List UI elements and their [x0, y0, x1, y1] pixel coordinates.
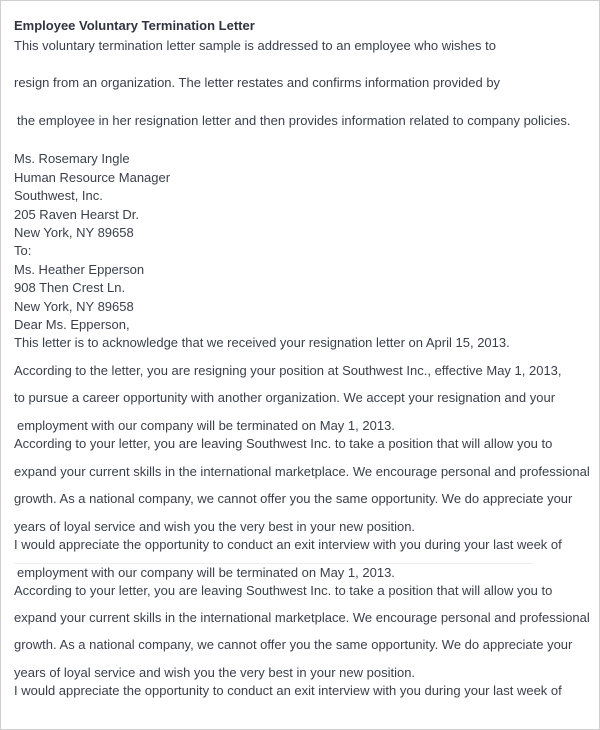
sender-company: Southwest, Inc. [14, 188, 103, 203]
to-label: To: [14, 243, 32, 258]
sender-street: 205 Raven Hearst Dr. [14, 207, 140, 222]
sender-position: Human Resource Manager [14, 170, 171, 185]
intro-line-1: This voluntary termination letter sample is addressed to an employee who wishes to [14, 38, 496, 53]
body-line-2: According to the letter, you are resigning your position at Southwest Inc., effective May 1, 2013, [14, 363, 562, 378]
body-line-6: expand your current skills in the international marketplace. We encourage personal and professional [14, 464, 590, 479]
recipient-name: Ms. Heather Epperson [14, 262, 145, 277]
section-divider [14, 563, 534, 564]
body-line-8: years of loyal service and wish you the very best in your new position. [14, 519, 416, 534]
body-line-7: growth. As a national company, we cannot offer you the same opportunity. We do appreciate your [14, 491, 573, 506]
body-line-9: I would appreciate the opportunity to conduct an exit interview with you during your last week of [14, 537, 562, 552]
repeat-line-6: I would appreciate the opportunity to conduct an exit interview with you during your last week of [14, 683, 562, 698]
body-line-5: According to your letter, you are leaving Southwest Inc. to take a position that will allow you to [14, 436, 553, 451]
sender-name: Ms. Rosemary Ingle [14, 151, 130, 166]
repeat-line-3: expand your current skills in the international marketplace. We encourage personal and professional [14, 610, 590, 625]
body-line-4: employment with our company will be terminated on May 1, 2013. [17, 418, 395, 433]
salutation: Dear Ms. Epperson, [14, 317, 130, 332]
repeat-line-1: employment with our company will be terminated on May 1, 2013. [17, 565, 395, 580]
body-line-1: This letter is to acknowledge that we received your resignation letter on April 15, 2013. [14, 335, 510, 350]
repeat-line-4: growth. As a national company, we cannot offer you the same opportunity. We do appreciate your [14, 637, 573, 652]
document-title: Employee Voluntary Termination Letter [14, 18, 255, 33]
repeat-line-2: According to your letter, you are leaving Southwest Inc. to take a position that will allow you to [14, 583, 553, 598]
sender-city: New York, NY 89658 [14, 225, 134, 240]
recipient-street: 908 Then Crest Ln. [14, 280, 126, 295]
repeat-line-5: years of loyal service and wish you the very best in your new position. [14, 665, 416, 680]
intro-line-3: the employee in her resignation letter and then provides information related to company policies. [17, 113, 571, 128]
intro-line-2: resign from an organization. The letter restates and confirms information provided by [14, 75, 501, 90]
recipient-city: New York, NY 89658 [14, 299, 134, 314]
body-line-3: to pursue a career opportunity with another organization. We accept your resignation and your [14, 390, 556, 405]
